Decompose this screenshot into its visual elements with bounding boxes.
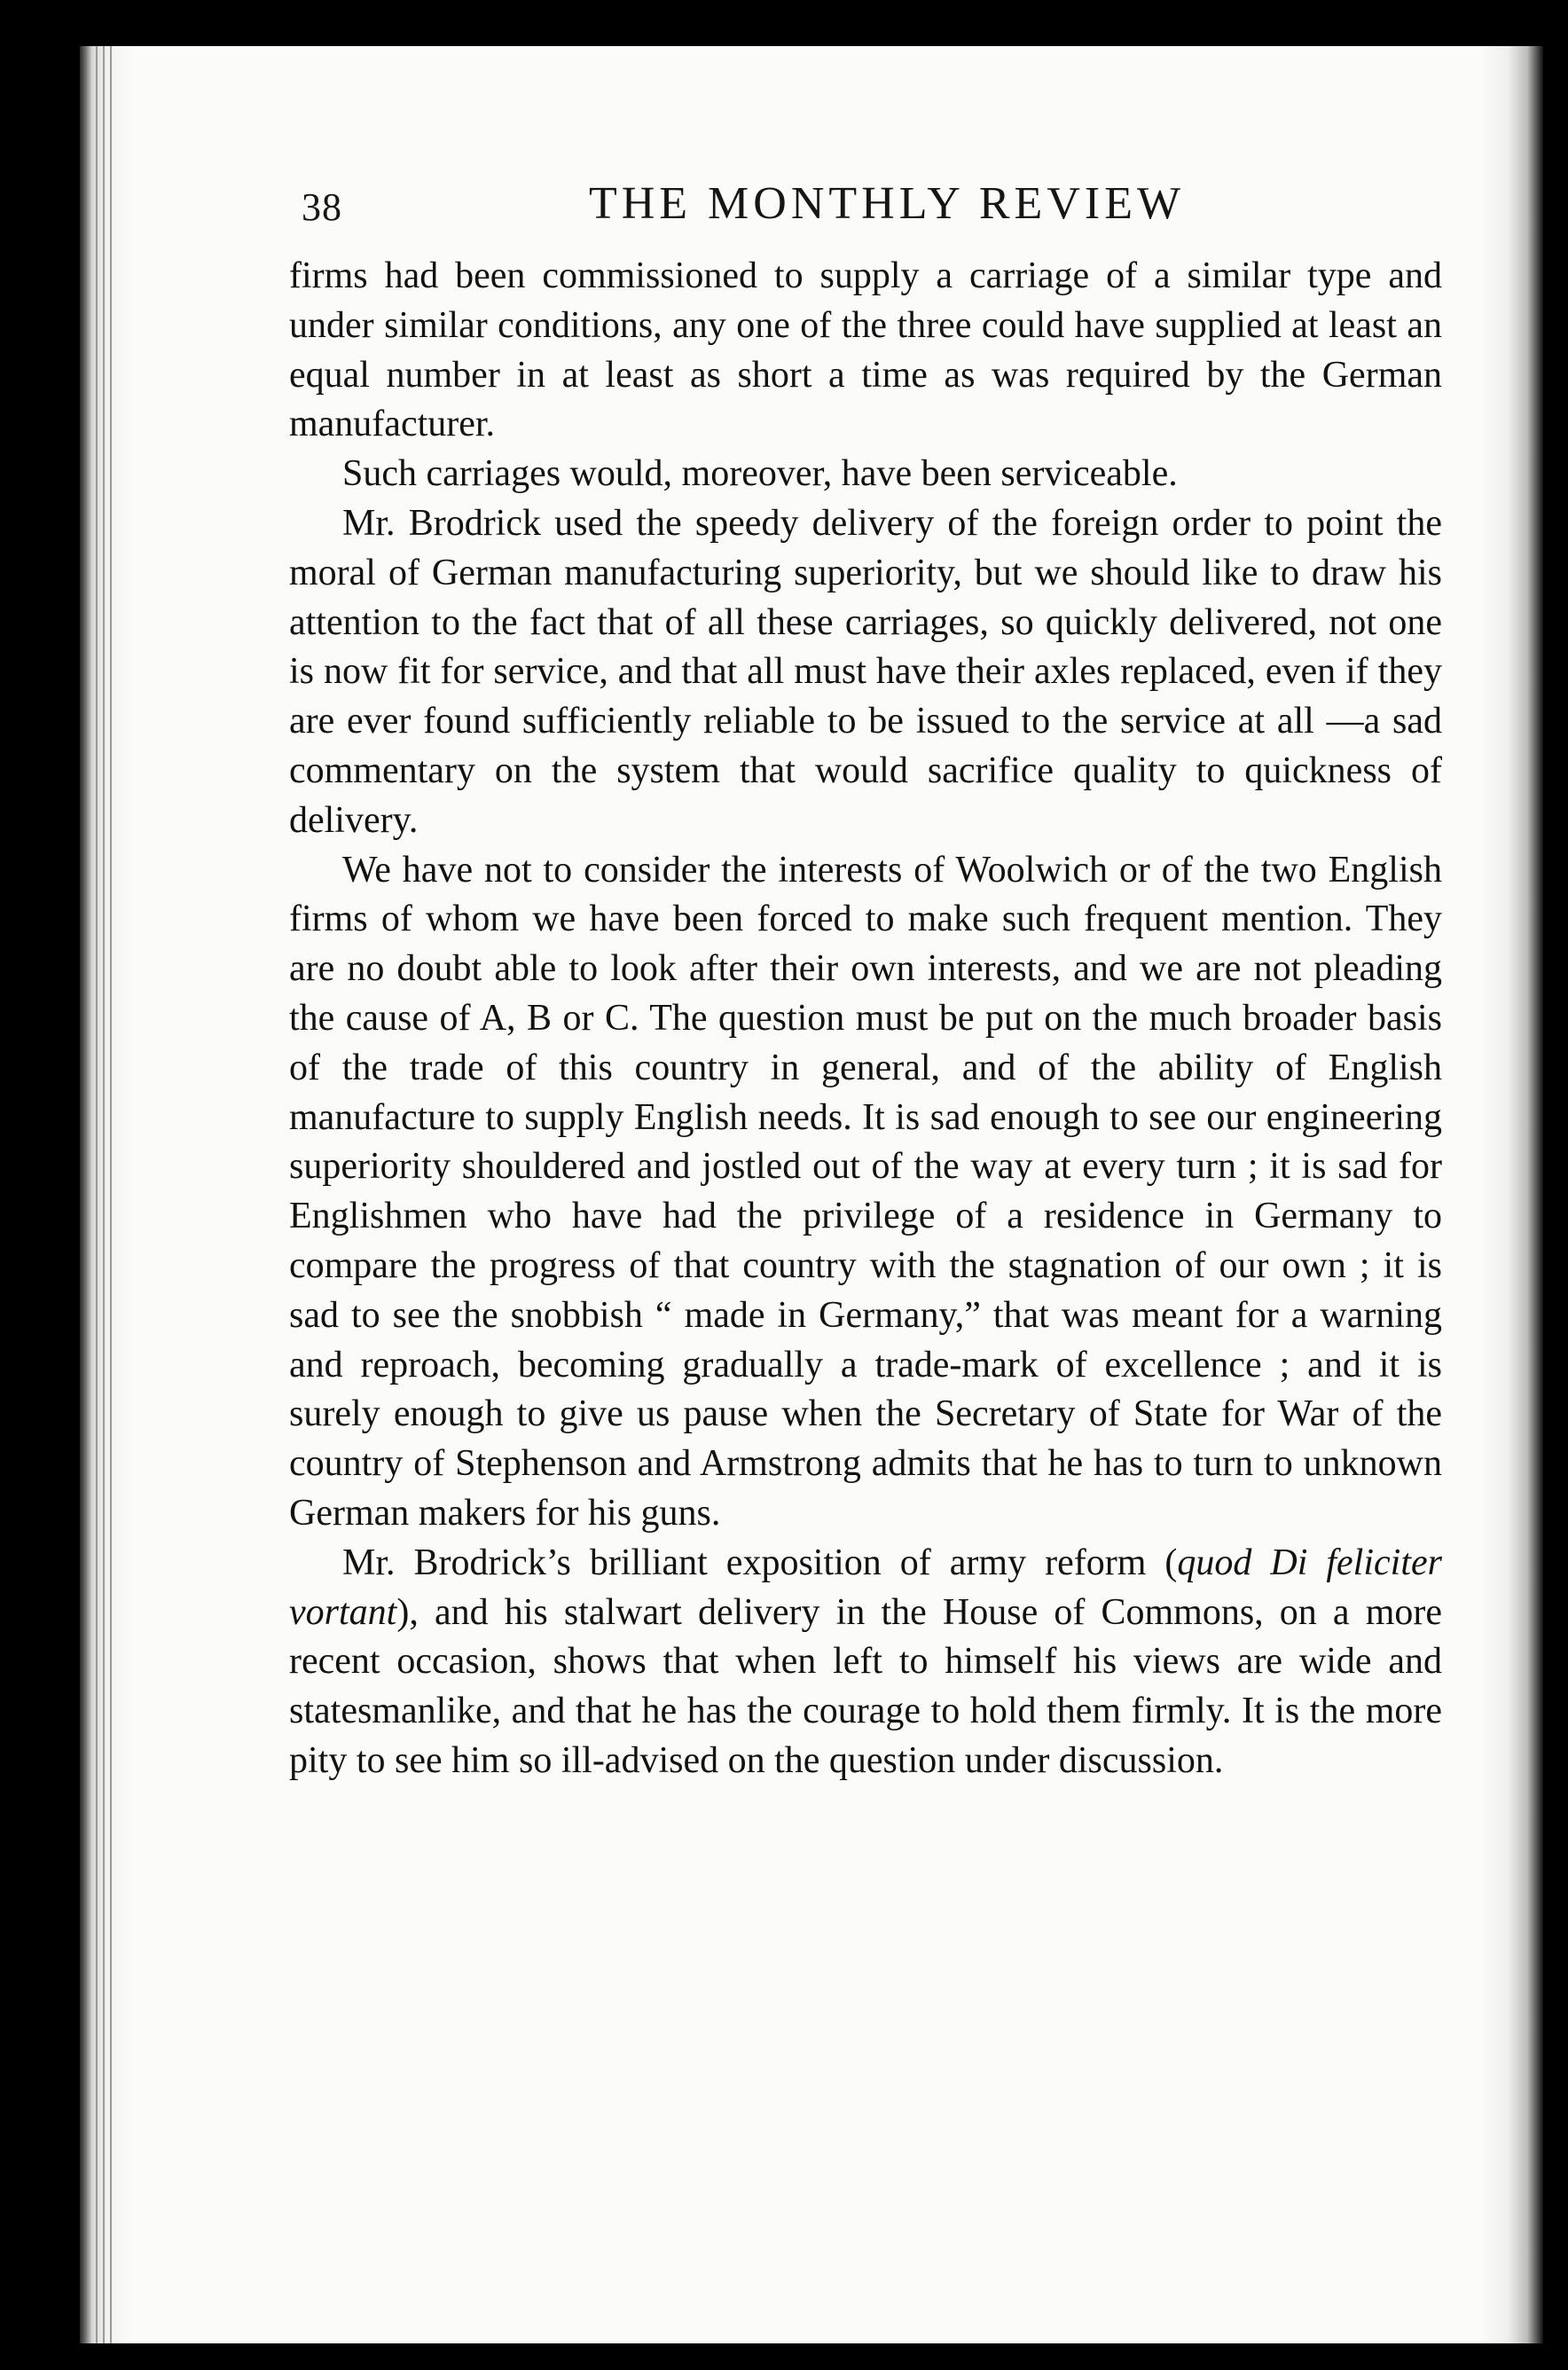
page-number: 38 bbox=[302, 185, 342, 229]
binding-line bbox=[110, 46, 112, 2343]
page-edge-shadow bbox=[1481, 46, 1543, 2343]
paragraph-5 bbox=[289, 1539, 1442, 1786]
body-text bbox=[289, 252, 1442, 1786]
binding-line bbox=[103, 46, 105, 2343]
paragraph-5-start: Mr. Brodrick’s brilliant exposition of army reform ( bbox=[342, 1542, 1178, 1583]
paragraph-3: Mr. Brodrick used the speedy delivery of the foreign order to point the moral of German manufacturing superiority, but we should like to draw his attention to the fact that of all these carriages, so quickly delivered, not one is now fit for service, and that all must have their axles replaced, even if they are ever found sufficiently reliable to be issued to the service at all —a sad commentary on the system that would sacrifice quality to quickness of delivery. bbox=[289, 502, 1442, 841]
paragraph-4: We have not to consider the interests of Woolwich or of the two English firms of whom we have been forced to make such frequent mention. They are no doubt able to look after their own interests, and we are not pleading the cause of A, B or C. The question must be put on the much broader basis of the trade of this country in general, and of the ability of English manufacture to supply English needs. It is sad enough to see our engineering superiority shouldered and jostled out of the way at every turn ; it is sad for Englishmen who have had the privilege of a residence in Germany to compare the progress of that country with the stagnation of our own ; it is sad to see the snobbish “ made in Germany,” that was meant for a warning and reproach, becoming gradually a trade-mark of excellence ; and it is surely enough to give us pause when the Secretary of State for War of the country of Stephenson and Armstrong admits that he has to turn to unknown German makers for his guns. bbox=[289, 849, 1442, 1534]
book-page bbox=[80, 46, 1543, 2343]
running-title: THE MONTHLY REVIEW bbox=[588, 178, 1186, 229]
binding-line bbox=[96, 46, 98, 2343]
page-header bbox=[302, 177, 1454, 248]
paragraph-5-end: ), and his stalwart delivery in the House of Commons, on a more recent occasion, shows that when left to himself his views are wide and statesmanlike, and that he has the courage to hold them firmly. It is the more pity to see him so ill-advised on the question under discussion. bbox=[289, 1591, 1442, 1781]
binding-gutter bbox=[80, 46, 133, 2343]
paragraph-2: Such carriages would, moreover, have been serviceable. bbox=[342, 453, 1178, 495]
latin-phrase: quod Di feliciter vortant bbox=[289, 1542, 1442, 1633]
paragraph-1: firms had been commissioned to supply a carriage of a similar type and under similar conditions, any one of the three could have supplied at least an equal number in at least as short a time as was required by the German manufacturer. bbox=[289, 255, 1442, 445]
